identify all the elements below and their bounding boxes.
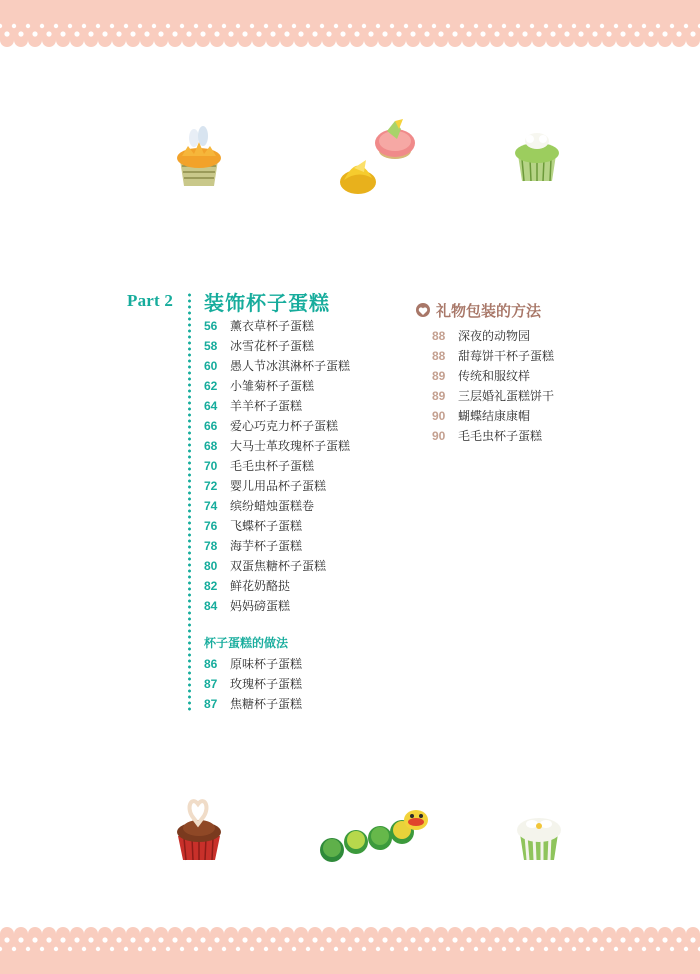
toc-item[interactable]: [204, 674, 302, 694]
toc-item[interactable]: [204, 516, 350, 536]
toc-item[interactable]: [432, 406, 554, 426]
toc-page-number: 70: [204, 459, 218, 473]
gift-section-title: 礼物包装的方法: [436, 302, 542, 320]
toc-item-title: 毛毛虫杯子蛋糕: [230, 459, 315, 473]
toc-item-title: 飞蝶杯子蛋糕: [230, 519, 303, 533]
toc-main-list: [204, 316, 350, 616]
toc-item-title: 毛毛虫杯子蛋糕: [458, 429, 543, 443]
toc-item[interactable]: [204, 476, 350, 496]
toc-item-title: 婴儿用品杯子蛋糕: [230, 479, 327, 493]
toc-item-title: 甜莓饼干杯子蛋糕: [458, 349, 555, 363]
toc-item[interactable]: [204, 576, 350, 596]
toc-item[interactable]: [204, 536, 350, 556]
toc-item-title: 三层婚礼蛋糕饼干: [458, 389, 555, 403]
toc-page-number: 82: [204, 579, 218, 593]
toc-item[interactable]: [204, 396, 350, 416]
toc-page-number: 80: [204, 559, 218, 573]
toc-page-number: 90: [432, 409, 446, 423]
toc-item[interactable]: [204, 436, 350, 456]
toc-item-title: 玫瑰杯子蛋糕: [230, 677, 303, 691]
toc-item-title: 传统和服纹样: [458, 369, 531, 383]
toc-item-title: 薰衣草杯子蛋糕: [230, 319, 315, 333]
toc-item[interactable]: [204, 556, 350, 576]
toc-item[interactable]: [204, 456, 350, 476]
toc-item-title: 蝴蝶结康康帽: [458, 409, 531, 423]
toc-item-title: 妈妈磅蛋糕: [230, 599, 291, 613]
toc-item-title: 鲜花奶酪挞: [230, 579, 291, 593]
part-label: Part 2: [127, 291, 174, 310]
heart-icon: [416, 303, 430, 317]
lamb-cupcake-image: [510, 125, 564, 185]
toc-item-title: 小雏菊杯子蛋糕: [230, 379, 315, 393]
toc-item-title: 双蛋焦糖杯子蛋糕: [230, 559, 327, 573]
toc-item-title: 爱心巧克力杯子蛋糕: [230, 419, 339, 433]
toc-page-number: 89: [432, 369, 446, 383]
section-title: 装饰杯子蛋糕: [204, 291, 330, 315]
caterpillar-cupcakes-image: [318, 804, 430, 866]
method-subtitle: 杯子蛋糕的做法: [204, 636, 289, 650]
toc-gift-list: [432, 326, 554, 446]
toc-page-number: 84: [204, 599, 218, 613]
toc-item[interactable]: [432, 386, 554, 406]
toc-item[interactable]: [432, 426, 554, 446]
toc-item-title: 冰雪花杯子蛋糕: [230, 339, 315, 353]
toc-page-number: 88: [432, 329, 446, 343]
toc-page-number: 74: [204, 499, 218, 513]
bottom-lace-border: [0, 919, 700, 974]
toc-page-number: 62: [204, 379, 218, 393]
toc-item[interactable]: [204, 336, 350, 356]
chocolate-heart-cupcake-image: [170, 788, 228, 862]
toc-item[interactable]: [204, 496, 350, 516]
toc-page-number: 58: [204, 339, 218, 353]
toc-page-number: 72: [204, 479, 218, 493]
toc-page-number: 78: [204, 539, 218, 553]
toc-page-number: 86: [204, 657, 218, 671]
toc-item[interactable]: [432, 366, 554, 386]
toc-item-title: 缤纷蜡烛蛋糕卷: [230, 499, 315, 513]
toc-item[interactable]: [204, 316, 350, 336]
toc-item-title: 大马士革玫瑰杯子蛋糕: [230, 439, 351, 453]
toc-item-title: 羊羊杯子蛋糕: [230, 399, 303, 413]
toc-item[interactable]: [204, 694, 302, 714]
toc-item[interactable]: [204, 654, 302, 674]
toc-page-number: 56: [204, 319, 218, 333]
toc-page-number: 60: [204, 359, 218, 373]
toc-item[interactable]: [204, 376, 350, 396]
toc-page-number: 66: [204, 419, 218, 433]
toc-item-title: 海芋杯子蛋糕: [230, 539, 303, 553]
toc-item[interactable]: [432, 346, 554, 366]
flower-cupcake-image: [512, 804, 566, 862]
toc-method-list: [204, 654, 302, 714]
top-lace-border: [0, 0, 700, 55]
toc-item-title: 原味杯子蛋糕: [230, 657, 303, 671]
toc-item[interactable]: [204, 416, 350, 436]
toc-page-number: 76: [204, 519, 218, 533]
pink-cupcake-image: [373, 115, 417, 161]
toc-item-title: 愚人节冰淇淋杯子蛋糕: [230, 359, 351, 373]
dotted-divider: [188, 292, 191, 712]
toc-item[interactable]: [432, 326, 554, 346]
toc-page-number: 68: [204, 439, 218, 453]
toc-page-number: 64: [204, 399, 218, 413]
toc-item-title: 焦糖杯子蛋糕: [230, 697, 303, 711]
toc-item[interactable]: [204, 596, 350, 616]
toc-item[interactable]: [204, 356, 350, 376]
toc-page-number: 90: [432, 429, 446, 443]
toc-page-number: 88: [432, 349, 446, 363]
lavender-cupcake-image: [172, 122, 226, 190]
toc-item-title: 深夜的动物园: [458, 329, 531, 343]
toc-page-number: 89: [432, 389, 446, 403]
toc-page-number: 87: [204, 677, 218, 691]
toc-page-number: 87: [204, 697, 218, 711]
